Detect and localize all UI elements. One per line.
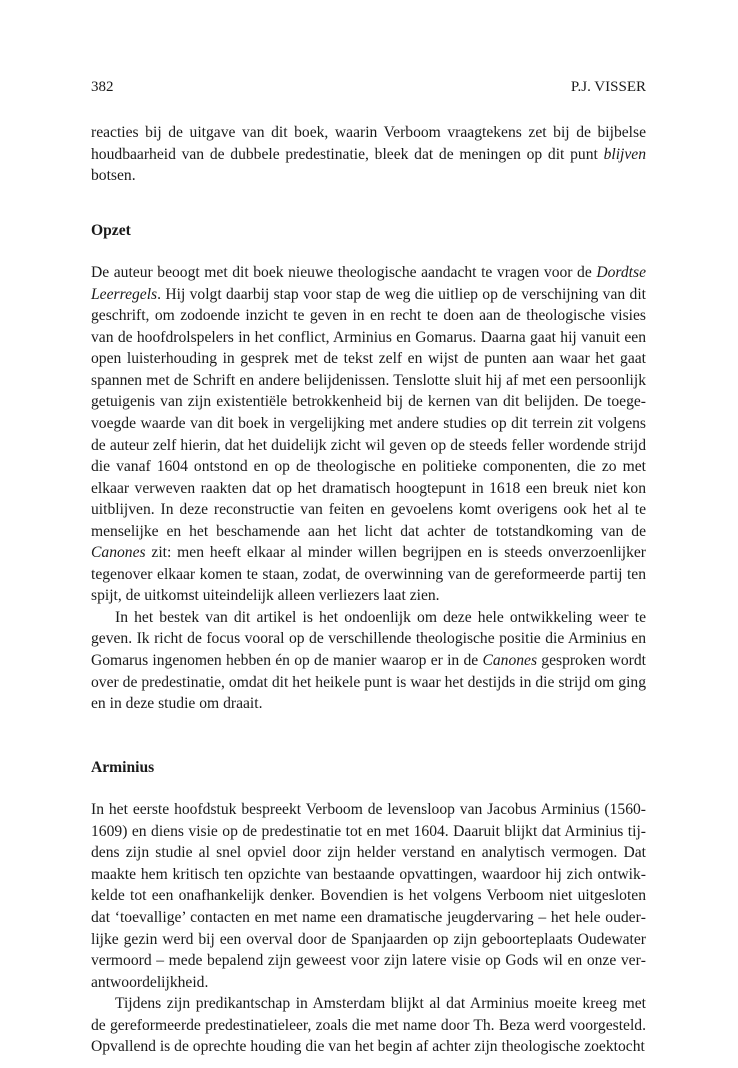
- section-heading-arminius: Arminius: [91, 758, 155, 776]
- opzet-paragraph-1: De auteur beoogt met dit boek nieuwe theologische aandacht te vragen voor de Dordtse Leerregels. Hij volgt daarbij stap voor stap de weg die uitliep op de verschijning van dit geschrift, om zodoende inzicht te geven in en recht te doen aan de theologische visies van de hoofdrolspelers in het conflict, Arminius en Gomarus. Daarna gaat hij vanuit een open luisterhouding in gesprek met de tekst zelf en wijst de punten aan waar het gaat spannen met de Schrift en andere belijdenissen. Tenslotte sluit hij af met een persoonlijk getuigenis van zijn existentiële betrokkenheid bij de kernen van dit belijden. De toegevoegde waarde van dit boek in vergelijking met andere studies op dit terrein zit volgens de auteur zelf hierin, dat het duidelijk zicht wil geven op de steeds feller wordende strijd die vanaf 1604 ontstond en op de theologische en politieke componenten, die zo met elkaar verweven raakten dat op het dramatisch hoogtepunt in 1618 een breuk niet kon uitblijven. In deze reconstructie van feiten en gevoelens komt overigens ook het al te menselijke en het beschamende aan het licht dat achter de totstandkoming van de Canones zit: men heeft elkaar al minder willen begrijpen en is steeds onverzoenlijker tegenover elkaar komen te staan, zodat, de overwinning van de gereformeerde partij ten spijt, de uitkomst uiteindelijk alleen verliezers laat zien.: [91, 264, 646, 605]
- running-header: [91, 76, 646, 98]
- opzet-paragraph-2: In het bestek van dit artikel is het ondoenlijk om deze hele ontwikkeling weer te geven. Ik richt de focus vooral op de verschillende theologische positie die Arminius en Gomarus ingenomen hebben én op de manier waarop er in de Canones gesproken wordt over de predestinatie, omdat dit het heikele punt is waar het destijds in die strijd om ging en in deze studie om draait.: [91, 608, 647, 713]
- section-heading-opzet: Opzet: [91, 221, 131, 239]
- page-number: 382: [91, 79, 114, 95]
- document-page: [91, 76, 646, 1058]
- running-author: P.J. VISSER: [570, 79, 646, 95]
- arminius-paragraph-1: In het eerste hoofdstuk bespreekt Verboom de levensloop van Jacobus Arminius (1560-1609) en diens visie op de predestinatie tot en met 1604. Daaruit blijkt dat Arminius tijdens zijn studie al snel opviel door zijn helder verstand en analytisch vermogen. Dat maakte hem kritisch ten opzichte van bestaande opvattingen, waardoor hij zich ontwikkelde tot een onafhankelijk denker. Bovendien is het volgens Verboom niet uitgesloten dat ‘toevallige’ contacten en met name een dramatische jeugdervaring – het hele ouderlijke gezin werd bij een overval door de Spanjaarden op zijn geboorteplaats Oudewater vermoord – mede bepalend zijn geweest voor zijn latere visie op Gods wil en onze verantwoordelijkheid.: [91, 801, 646, 991]
- arminius-paragraph-2: Tijdens zijn predikantschap in Amsterdam blijkt al dat Arminius moeite kreeg met de gereformeerde predestinatieleer, zoals die met name door Th. Beza werd voorgesteld. Opvallend is de oprechte houding die van het begin af achter zijn theologische zoektocht: [91, 995, 646, 1056]
- continuation-paragraph: reacties bij de uitgave van dit boek, waarin Verboom vraagtekens zet bij de bijbelse houdbaarheid van de dubbele predestinatie, bleek dat de meningen op dit punt blijven botsen.: [91, 124, 646, 185]
